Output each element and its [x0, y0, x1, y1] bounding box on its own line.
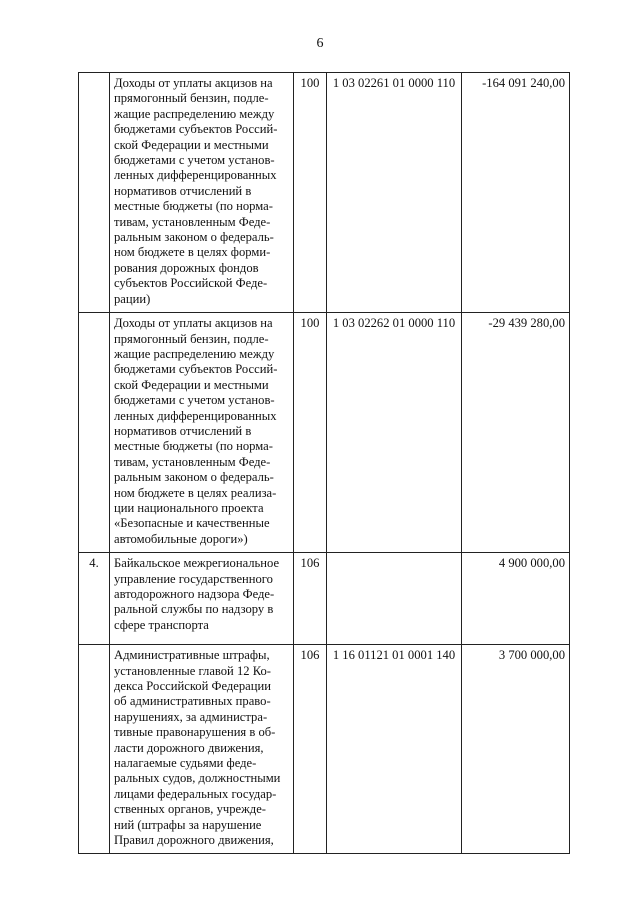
income-name-line: ственных органов, учрежде- — [114, 802, 266, 817]
admin-code-cell: 100 — [294, 313, 327, 553]
income-name-line: тивные правонарушения в об- — [114, 725, 276, 740]
income-name-line: Доходы от уплаты акцизов на — [114, 76, 273, 90]
table-row — [79, 73, 570, 313]
income-name-line: ральным законом о федераль- — [114, 230, 274, 245]
income-name-line: сфере транспорта — [114, 617, 209, 632]
income-name-line: ном бюджете в целях форми- — [114, 245, 271, 260]
budget-code-cell: 1 16 01121 01 0001 140 — [327, 645, 462, 854]
income-name-line: ленных дифференцированных — [114, 408, 277, 423]
admin-code-cell: 100 — [294, 73, 327, 313]
income-name-line: Доходы от уплаты акцизов на — [114, 316, 273, 331]
amount-cell: -164 091 240,00 — [462, 73, 570, 313]
income-name-line: прямогонный бензин, подле- — [114, 331, 269, 346]
income-name-line: ном бюджете в целях реализа- — [114, 485, 277, 500]
income-name-cell — [110, 645, 294, 854]
income-name-line: об административных право- — [114, 694, 271, 709]
income-name-line: ленных дифференцированных — [114, 168, 277, 183]
page-number: 6 — [316, 36, 324, 51]
income-name-line: автодорожного надзора Феде- — [114, 587, 275, 601]
income-name-line: управление государственного — [114, 571, 273, 586]
income-name-line: жащие распределению между — [114, 346, 275, 361]
income-name-cell — [110, 73, 294, 313]
income-name-line: местные бюджеты (по норма- — [114, 439, 273, 454]
budget-code-cell: 1 03 02262 01 0000 110 — [327, 313, 462, 553]
table-row — [79, 313, 570, 553]
income-name-line: Правил дорожного движения, — [114, 833, 274, 848]
budget-table — [78, 72, 570, 854]
income-name-line: жащие распределению между — [114, 106, 275, 121]
income-name-line: лицами федеральных государ- — [114, 786, 277, 801]
row-number-cell — [79, 73, 110, 313]
row-number-cell: 4. — [79, 553, 110, 645]
income-name-line: ральной службы по надзору в — [114, 602, 274, 617]
row-number-cell — [79, 645, 110, 854]
income-name-line: бюджетами субъектов Россий- — [114, 362, 278, 377]
income-name-line: автомобильные дороги») — [114, 531, 248, 546]
amount-cell: 3 700 000,00 — [462, 645, 570, 854]
income-name-line: ральным законом о федераль- — [114, 470, 274, 485]
amount-cell: -29 439 280,00 — [462, 313, 570, 553]
income-name-line: бюджетами с учетом установ- — [114, 153, 275, 168]
row-number-cell — [79, 313, 110, 553]
income-name-line: ции национального проекта — [114, 500, 264, 515]
income-name-line: субъектов Российской Феде- — [114, 276, 268, 291]
income-name-line: рования дорожных фондов — [114, 260, 259, 275]
income-name-line: установленные главой 12 Ко- — [114, 663, 271, 678]
table-row — [79, 553, 570, 645]
income-name-line: ласти дорожного движения, — [114, 740, 264, 755]
income-name-line: «Безопасные и качественные — [114, 516, 270, 531]
income-name-line: нарушениях, за администра- — [114, 709, 268, 724]
income-name-line: декса Российской Федерации — [114, 679, 271, 693]
income-name-line: ральных судов, должностными — [114, 771, 281, 786]
admin-code-cell: 106 — [294, 553, 327, 645]
income-name-line: тивам, установленным Феде- — [114, 454, 271, 469]
income-name-cell — [110, 553, 294, 645]
admin-code-cell: 106 — [294, 645, 327, 854]
income-name-line: налагаемые судьями феде- — [114, 756, 257, 771]
income-name-line: бюджетами с учетом установ- — [114, 393, 275, 408]
income-name-line: тивам, установленным Феде- — [114, 214, 271, 229]
amount-cell: 4 900 000,00 — [462, 553, 570, 645]
budget-code-cell: 1 03 02261 01 0000 110 — [327, 73, 462, 313]
income-name-line: прямогонный бензин, подле- — [114, 91, 269, 106]
income-name-line: ской Федерации и местными — [114, 377, 269, 392]
income-name-line: ской Федерации и местными — [114, 137, 269, 152]
income-name-line: бюджетами субъектов Россий- — [114, 122, 278, 137]
table-row — [79, 645, 570, 854]
income-name-cell — [110, 313, 294, 553]
income-name-line: местные бюджеты (по норма- — [114, 199, 273, 214]
income-name-line: Байкальское межрегиональное — [114, 556, 280, 571]
budget-code-cell — [327, 553, 462, 645]
income-name-line: Административные штрафы, — [114, 648, 270, 663]
income-name-line: рации) — [114, 291, 151, 306]
income-name-line: ний (штрафы за нарушение — [114, 817, 262, 832]
income-name-line: нормативов отчислений в — [114, 183, 252, 198]
income-name-line: нормативов отчислений в — [114, 423, 252, 438]
